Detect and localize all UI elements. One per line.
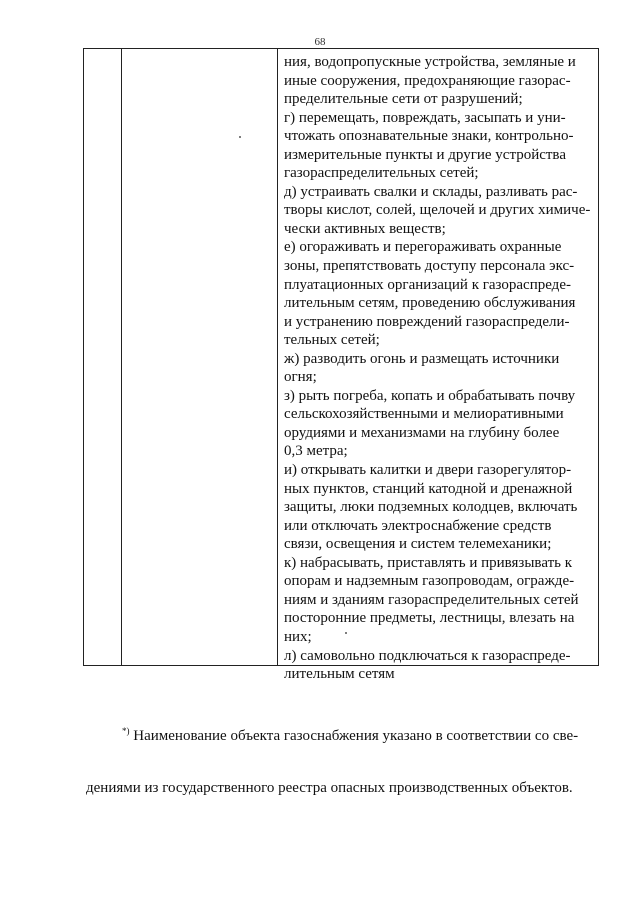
cell-line: ниям и зданиям газораспределительных сетей (284, 591, 579, 608)
cell-line: связи, освещения и систем телемеханики; (284, 536, 552, 553)
cell-line: газораспределительных сетей; (284, 165, 479, 182)
scan-speck (239, 136, 241, 138)
cell-line: л) самовольно подключаться к газораспреде- (284, 647, 571, 664)
cell-line: измерительные пункты и другие устройства (284, 146, 566, 163)
cell-line: чески активных веществ; (284, 220, 446, 237)
cell-line: д) устраивать свалки и склады, разливать рас- (284, 183, 578, 200)
cell-line: плуатационных организаций к газораспреде- (284, 276, 571, 293)
cell-line: тельных сетей; (284, 332, 380, 349)
cell-line: лительным сетям (284, 666, 395, 683)
document-table (83, 48, 599, 683)
cell-line: лительным сетям, проведению обслуживания (284, 295, 576, 312)
cell-line: посторонние предметы, лестницы, влезать на (284, 610, 575, 627)
cell-line: е) огораживать и перегораживать охранные (284, 239, 562, 256)
cell-line: ных пунктов, станций катодной и дренажной (284, 480, 573, 497)
cell-line: огня; (284, 369, 317, 386)
footnote-marker: *) (122, 726, 130, 736)
cell-line: иные сооружения, предохраняющие газорас- (284, 72, 571, 89)
cell-line: к) набрасывать, приставлять и привязывать к (284, 554, 573, 571)
scan-speck (345, 632, 347, 634)
cell-line: творы кислот, солей, щелочей и других химиче- (284, 202, 591, 219)
cell-line: ния, водопропускные устройства, земляные и (284, 54, 576, 70)
cell-line: пределительные сети от разрушений; (284, 91, 523, 108)
cell-line: сельскохозяйственными и мелиоративными (284, 406, 564, 423)
footnote-text-1: Наименование объекта газоснабжения указано в соответствии со све- (129, 728, 579, 744)
cell-line: ж) разводить огонь и размещать источники (284, 350, 560, 367)
cell-line: опорам и надземным газопроводам, огражде- (284, 573, 575, 590)
column-divider (277, 49, 278, 665)
page-number: 68 (314, 36, 326, 48)
cell-line: и устранению повреждений газораспредели- (284, 313, 570, 330)
cell-line: зоны, препятствовать доступу персонала экс- (284, 258, 575, 275)
cell-line: и) открывать калитки и двери газорегулятор- (284, 462, 572, 479)
cell-line: г) перемещать, повреждать, засыпать и уни- (284, 109, 566, 126)
column-divider (121, 49, 122, 665)
footnote-line-1 (86, 722, 606, 744)
footnote (86, 684, 606, 817)
cell-line: чтожать опознавательные знаки, контрольно- (284, 128, 574, 145)
cell-line: з) рыть погреба, копать и обрабатывать почву (284, 387, 576, 404)
cell-line: 0,3 метра; (284, 443, 348, 460)
footnote-line-2: дениями из государственного реестра опасных производственных объектов. (86, 780, 573, 796)
cell-line: или отключать электроснабжение средств (284, 517, 552, 534)
cell-line: защиты, люки подземных колодцев, включать (284, 499, 578, 516)
table-cell-text (284, 53, 596, 684)
cell-line: них; (284, 628, 312, 645)
cell-line: орудиями и механизмами на глубину более (284, 424, 560, 441)
